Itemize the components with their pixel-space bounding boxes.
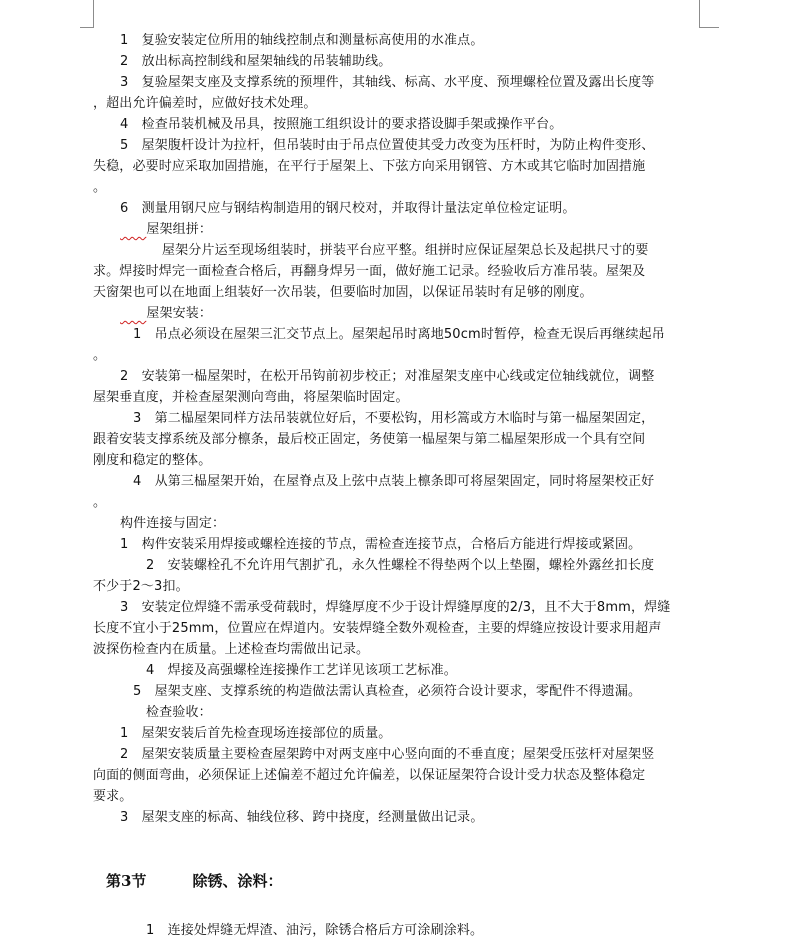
text-line: 求。焊接时焊完一面检查合格后，再翻身焊另一面，做好施工记录。经验收后方准吊装。屋架及 <box>93 264 646 279</box>
text-line: 。 <box>93 180 107 195</box>
text-line: 1 屋架安装后首先检查现场连接部位的质量。 <box>120 726 392 741</box>
page-corner-mark-right-horizontal <box>699 27 719 28</box>
text-line: 4 从第三榀屋架开始，在屋脊点及上弦中点装上檩条即可将屋架固定，同时将屋架校正好 <box>133 474 655 489</box>
text-line: 长度不宜小于25mm，位置应在焊道内。安装焊缝全数外观检查，主要的焊缝应按设计要求用超声 <box>93 621 662 636</box>
text-line: 6 测量用钢尺应与钢结构制造用的钢尺校对，并取得计量法定单位检定证明。 <box>120 201 576 216</box>
text-line: 5 屋架支座、支撑系统的构造做法需认真检查，必须符合设计要求，零配件不得遗漏。 <box>133 684 642 699</box>
text-line: 2 安装第一榀屋架时，在松开吊钩前初步校正；对准屋架支座中心线或定位轴线就位，调整 <box>120 369 655 384</box>
text-line: 5 屋架腹杆设计为拉杆，但吊装时由于吊点位置使其受力改变为压杆时，为防止构件变形、 <box>120 138 655 153</box>
text-line: 1 连接处焊缝无焊渣、油污，除锈合格后方可涂刷涂料。 <box>146 923 484 938</box>
subheading-inspection: 检查验收： <box>146 705 212 720</box>
text-line: 不少于2～3扣。 <box>93 579 189 594</box>
subheading-truss-installation: 屋架安装： <box>120 303 212 324</box>
subheading-component-connection: 构件连接与固定： <box>120 516 226 531</box>
text-line: 4 焊接及高强螺栓连接操作工艺详见该项工艺标准。 <box>146 663 457 678</box>
text-line: 。 <box>93 495 107 510</box>
text-line: 刚度和稳定的整体。 <box>93 453 212 468</box>
text-line: 。 <box>93 348 107 363</box>
text-line: 波探伤检查内在质量。上述检查均需做出记录。 <box>93 642 370 657</box>
text-line: ，超出允许偏差时，应做好技术处理。 <box>93 96 317 111</box>
text-line: 2 放出标高控制线和屋架轴线的吊装辅助线。 <box>120 54 392 69</box>
text-line: 2 安装螺栓孔不允许用气割扩孔，永久性螺栓不得垫两个以上垫圈，螺栓外露丝扣长度 <box>146 558 655 573</box>
text-line: 3 屋架支座的标高、轴线位移、跨中挠度，经测量做出记录。 <box>120 810 484 825</box>
text-line: 天窗架也可以在地面上组装好一次吊装，但要临时加固，以保证吊装时有足够的刚度。 <box>93 285 593 300</box>
text-line: 2 屋架安装质量主要检查屋架跨中对两支座中心竖向面的不垂直度；屋架受压弦杆对屋架竖 <box>120 747 655 762</box>
spellcheck-underline <box>120 222 146 237</box>
text-line: 屋架垂直度，并检查屋架测向弯曲，将屋架临时固定。 <box>93 390 409 405</box>
subheading-truss-assembly: 屋架组拼： <box>120 219 212 240</box>
section-heading <box>106 870 282 892</box>
page-corner-mark-right <box>699 0 700 28</box>
text-line: 3 安装定位焊缝不需承受荷载时，焊缝厚度不少于设计焊缝厚度的2/3，且不大于8mm，焊缝 <box>120 600 671 615</box>
text-line: 1 复验安装定位所用的轴线控制点和测量标高使用的水准点。 <box>120 33 484 48</box>
text-line: 屋架分片运至现场组装时，拼装平台应平整。组拼时应保证屋架总长及起拱尺寸的要 <box>162 243 649 258</box>
text-line: 跟着安装支撑系统及部分檩条，最后校正固定，务使第一榀屋架与第二榀屋架形成一个具有空间 <box>93 432 646 447</box>
text-line: 4 检查吊装机械及吊具，按照施工组织设计的要求搭设脚手架或操作平台。 <box>120 117 563 132</box>
text-line: 3 第二榀屋架同样方法吊装就位好后，不要松钩，用杉篙或方木临时与第一榀屋架固定， <box>133 411 655 426</box>
text-line: 1 构件安装采用焊接或螺栓连接的节点，需检查连接节点，合格后方能进行焊接或紧固。 <box>120 537 642 552</box>
text-line: 3 复验屋架支座及支撑系统的预埋件，其轴线、标高、水平度、预埋螺栓位置及露出长度等 <box>120 75 655 90</box>
page-corner-mark-left-horizontal <box>80 27 94 28</box>
text-line: 1 吊点必须设在屋架三汇交节点上。屋架起吊时离地50cm时暂停，检查无误后再继续起吊 <box>133 327 665 342</box>
section-number: 第3节 <box>106 872 147 890</box>
text-line: 向面的侧面弯曲，必须保证上述偏差不超过允许偏差，以保证屋架符合设计受力状态及整体稳定 <box>93 768 646 783</box>
section-title: 除锈、涂料： <box>192 872 283 890</box>
spellcheck-underline <box>120 306 146 321</box>
text-line: 要求。 <box>93 789 133 804</box>
text-line: 失稳，必要时应采取加固措施，在平行于屋架上、下弦方向采用钢管、方木或其它临时加固措施 <box>93 159 646 174</box>
page-corner-mark-left <box>93 0 94 28</box>
